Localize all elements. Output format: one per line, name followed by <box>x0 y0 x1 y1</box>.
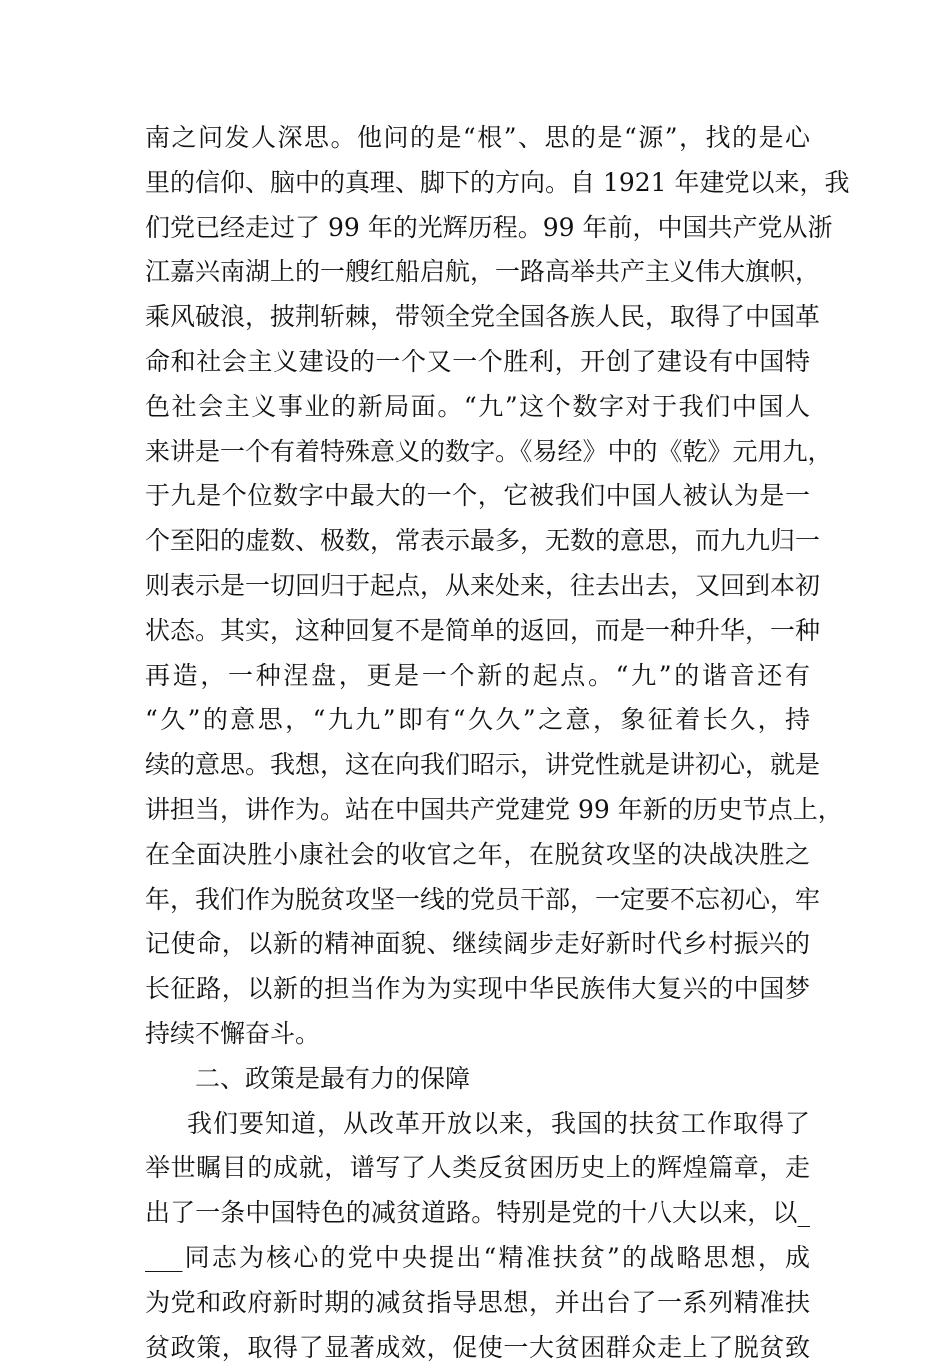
text-line: 江嘉兴南湖上的一艘红船启航，一路高举共产主义伟大旗帜， <box>145 257 821 287</box>
text-line: 则表示是一切回归于起点，从来处来，往去出去，又回到本初 <box>145 570 821 600</box>
text-line: 乘风破浪，披荆斩棘，带领全党全国各族人民，取得了中国革 <box>145 302 821 332</box>
text-line: 贫政策，取得了显著成效，促使一大贫困群众走上了脱贫致 <box>145 1332 810 1362</box>
section-heading: 二、政策是最有力的保障 <box>195 1063 471 1093</box>
text-line: 持续不懈奋斗。 <box>145 1018 321 1048</box>
text-line: ___同志为核心的党中央提出“精准扶贫”的战略思想，成 <box>145 1242 810 1272</box>
text-line: 为党和政府新时期的减贫指导思想，并出台了一系列精准扶 <box>145 1287 810 1317</box>
text-line: “久”的意思，“九九”即有“久久”之意，象征着长久，持 <box>145 705 810 735</box>
text-line: 南之问发人深思。他问的是“根”、思的是“源”，找的是心 <box>145 123 810 152</box>
text-line: 来讲是一个有着特殊意义的数字。《易经》中的《乾》元用九， <box>145 436 833 466</box>
text-line: 再造，一种涅盘，更是一个新的起点。“九”的谐音还有 <box>145 660 810 690</box>
body-text <box>145 116 850 1370</box>
text-line: 状态。其实，这种回复不是简单的返回，而是一种升华，一种 <box>145 615 821 645</box>
text-line: 个至阳的虚数、极数，常表示最多，无数的意思，而九九归一 <box>145 526 821 556</box>
text-line: 年，我们作为脱贫攻坚一线的党员干部，一定要不忘初心，牢 <box>145 884 821 914</box>
text-line: 续的意思。我想，这在向我们昭示，讲党性就是讲初心，就是 <box>145 750 821 780</box>
text-line: 在全面决胜小康社会的收官之年，在脱贫攻坚的决战决胜之 <box>145 839 810 869</box>
text-line: 于九是个位数字中最大的一个，它被我们中国人被认为是一 <box>145 481 810 511</box>
text-line: 长征路，以新的担当作为为实现中华民族伟大复兴的中国梦 <box>145 974 810 1004</box>
text-line: 举世瞩目的成就，谱写了人类反贫困历史上的辉煌篇章，走 <box>145 1153 810 1183</box>
text-line: 里的信仰、脑中的真理、脚下的方向。自 1921 年建党以来，我 <box>145 167 850 197</box>
text-line: 出了一条中国特色的减贫道路。特别是党的十八大以来，以_ <box>145 1198 810 1228</box>
text-line: 们党已经走过了 99 年的光辉历程。99 年前，中国共产党从浙 <box>145 212 833 242</box>
text-line: 讲担当，讲作为。站在中国共产党建党 99 年新的历史节点上， <box>145 794 843 824</box>
text-line: 命和社会主义建设的一个又一个胜利，开创了建设有中国特 <box>145 346 810 376</box>
text-line: 记使命，以新的精神面貌、继续阔步走好新时代乡村振兴的 <box>145 929 810 959</box>
text-line: 我们要知道，从改革开放以来，我国的扶贫工作取得了 <box>187 1108 810 1138</box>
text-line: 色社会主义事业的新局面。“九”这个数字对于我们中国人 <box>145 391 810 421</box>
